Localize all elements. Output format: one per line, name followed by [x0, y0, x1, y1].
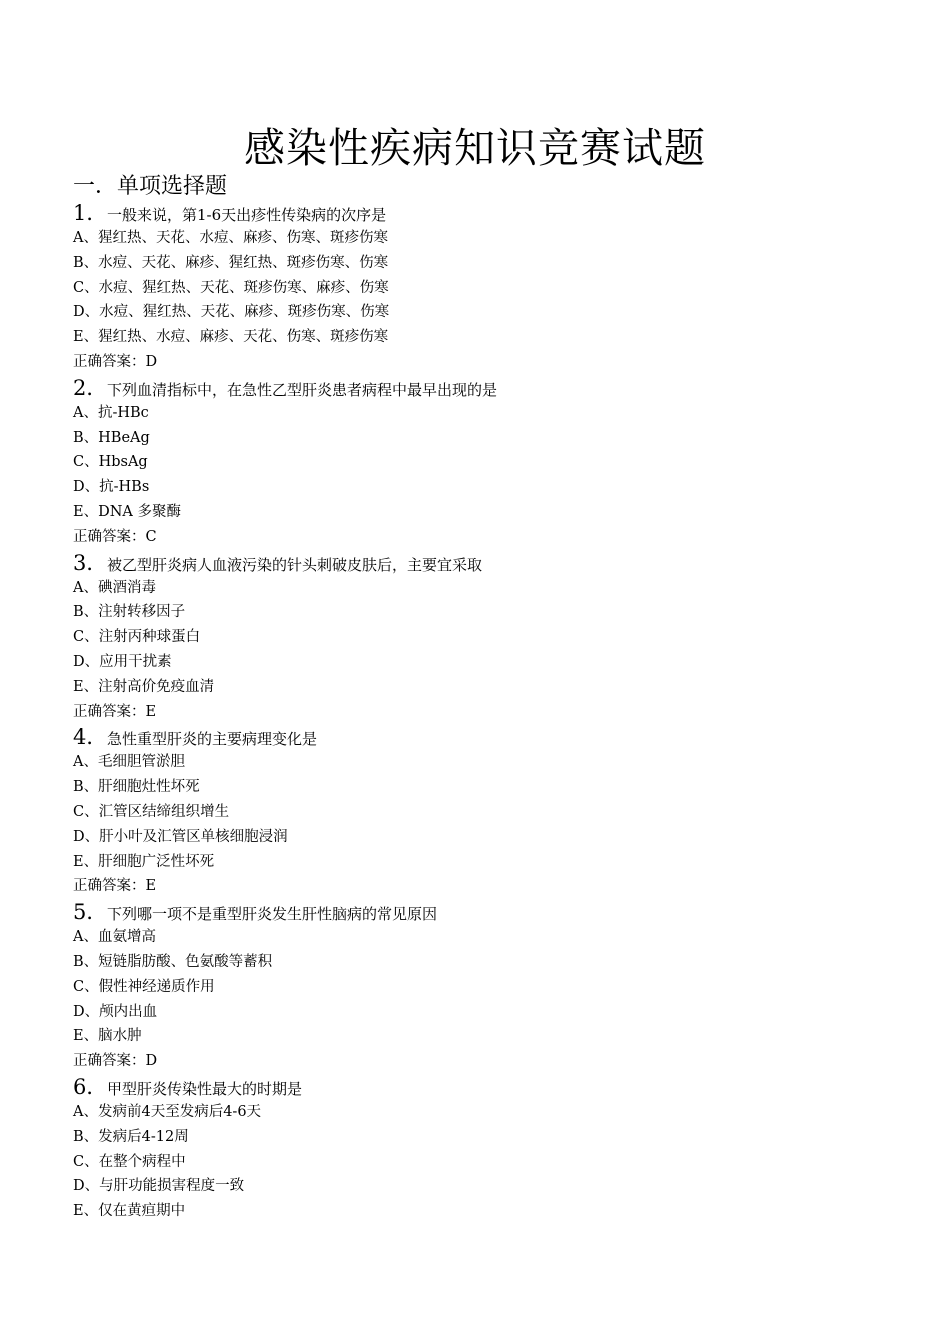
option-c: C、假性神经递质作用 — [73, 978, 215, 995]
option-c: C、HbsAg — [73, 454, 148, 471]
question-text: 急性重型肝炎的主要病理变化是 — [107, 730, 318, 749]
question-heading — [73, 550, 893, 576]
option-b: B、发病后4-12周 — [73, 1128, 189, 1145]
option-e: E、DNA 多聚酶 — [73, 503, 181, 520]
question-heading — [73, 200, 893, 226]
option-d: D、应用干扰素 — [73, 653, 172, 670]
question-6 — [73, 1074, 893, 1224]
question-text: 一般来说，第1-6天出疹性传染病的次序是 — [107, 206, 387, 224]
question-2 — [73, 375, 893, 550]
option-b: B、注射转移因子 — [73, 604, 186, 621]
option-e: E、肝细胞广泛性坏死 — [73, 853, 215, 870]
option-d: D、抗-HBs — [73, 479, 150, 496]
option-a: A、猩红热、天花、水痘、麻疹、伤寒、斑疹伤寒 — [73, 230, 388, 246]
option-a: A、抗-HBc — [73, 404, 149, 421]
question-number: 5． — [73, 900, 108, 925]
option-b: B、水痘、天花、麻疹、猩红热、斑疹伤寒、伤寒 — [73, 254, 389, 271]
option-b: B、HBeAg — [73, 429, 150, 446]
option-d: D、颅内出血 — [73, 1003, 158, 1020]
question-number: 2． — [73, 375, 108, 400]
option-e: E、猩红热、水痘、麻疹、天花、伤寒、斑疹伤寒 — [73, 329, 389, 346]
answer-line: 正确答案：D — [73, 353, 158, 370]
option-e: E、注射高价免疫血清 — [73, 678, 215, 695]
page-title: 感染性疾病知识竞赛试题 — [244, 124, 706, 172]
question-1 — [73, 200, 893, 375]
option-d: D、肝小叶及汇管区单核细胞浸润 — [73, 828, 288, 845]
question-heading — [73, 724, 893, 750]
answer-line: 正确答案：E — [73, 703, 157, 720]
document-content — [73, 173, 893, 1224]
option-c: C、水痘、猩红热、天花、斑疹伤寒、麻疹、伤寒 — [73, 279, 389, 296]
option-b: B、肝细胞灶性坏死 — [73, 779, 200, 796]
section-heading: 一．单项选择题 — [73, 174, 228, 199]
option-d: D、水痘、猩红热、天花、麻疹、斑疹伤寒、伤寒 — [73, 304, 390, 321]
question-number: 1． — [73, 201, 108, 225]
option-b: B、短链脂肪酸、色氨酸等蓄积 — [73, 953, 273, 970]
question-heading — [73, 899, 893, 925]
question-text: 下列血清指标中，在急性乙型肝炎患者病程中最早出现的是 — [107, 380, 498, 399]
option-a: A、毛细胆管淤胆 — [73, 754, 185, 771]
option-d: D、与肝功能损害程度一致 — [73, 1178, 245, 1195]
question-heading — [73, 1074, 893, 1100]
question-heading — [73, 375, 893, 401]
option-c: C、在整个病程中 — [73, 1153, 186, 1170]
option-a: A、碘酒消毒 — [73, 579, 156, 596]
answer-line: 正确答案：D — [73, 1053, 158, 1070]
option-c: C、注射丙种球蛋白 — [73, 629, 201, 646]
question-text: 甲型肝炎传染性最大的时期是 — [107, 1079, 303, 1098]
answer-line: 正确答案：C — [73, 528, 157, 545]
question-text: 被乙型肝炎病人血液污染的针头刺破皮肤后，主要宜采取 — [107, 555, 483, 574]
option-e: E、仅在黄疸期中 — [73, 1203, 186, 1220]
question-4 — [73, 724, 893, 899]
answer-line: 正确答案：E — [73, 878, 157, 895]
question-number: 4． — [73, 725, 108, 750]
option-c: C、汇管区结缔组织增生 — [73, 803, 230, 820]
option-a: A、血氨增高 — [73, 929, 156, 946]
question-3 — [73, 550, 893, 725]
option-e: E、脑水肿 — [73, 1028, 142, 1045]
option-a: A、发病前4天至发病后4-6天 — [73, 1103, 262, 1120]
question-number: 6． — [73, 1074, 108, 1099]
question-5 — [73, 899, 893, 1074]
question-number: 3． — [73, 550, 108, 575]
question-text: 下列哪一项不是重型肝炎发生肝性脑病的常见原因 — [107, 905, 438, 924]
